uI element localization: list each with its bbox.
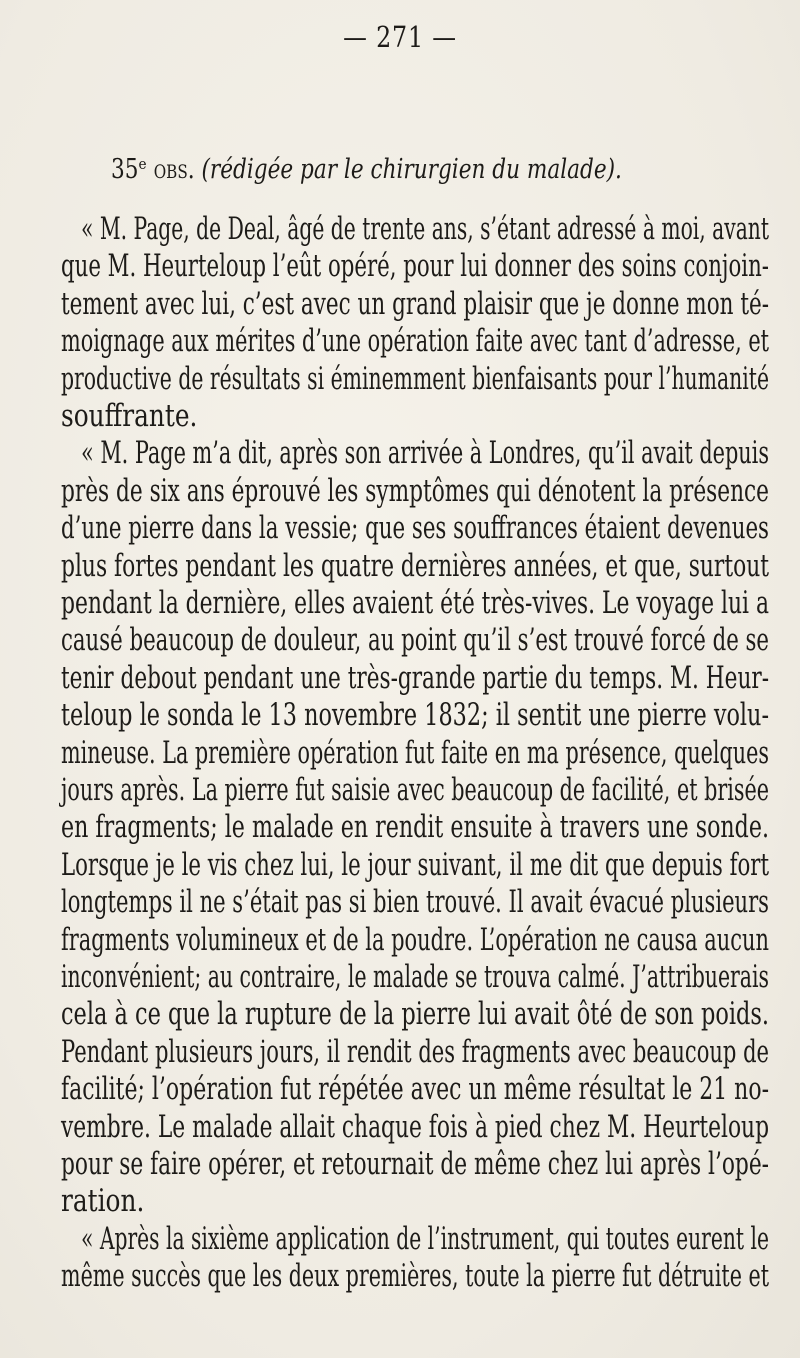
text-line: longtemps il ne s’était pas si bien trouvé. Il avait évacué plusieurs <box>61 884 769 921</box>
page-number: — 271 — <box>343 20 457 54</box>
text-line: ration. <box>61 1183 145 1220</box>
observation-subtitle: (rédigée par le chirurgien du malade). <box>201 154 622 185</box>
text-line: « Après la sixième application de l’instrument, qui toutes eurent le <box>81 1220 769 1257</box>
text-line: en fragments; le malade en rendit ensuite à travers une sonde. <box>61 809 769 846</box>
text-line: fragments volumineux et de la poudre. L’opération ne causa aucun <box>61 921 769 958</box>
text-line: vembre. Le malade allait chaque fois à pied chez M. Heurteloup <box>61 1108 769 1145</box>
text-line: inconvénient; au contraire, le malade se trouva calmé. J’attribuerais <box>61 959 769 995</box>
text-line: « M. Page m’a dit, après son arrivée à Londres, qu’il avait depuis <box>81 435 769 472</box>
text-line: tenir debout pendant une très-grande partie du temps. M. Heur- <box>61 659 769 696</box>
text-line: cela à ce que la rupture de la pierre lui avait ôté de son poids. <box>61 996 769 1033</box>
text-line: pour se faire opérer, et retournait de même chez lui après l’opé- <box>61 1146 769 1182</box>
observation-heading <box>111 154 622 185</box>
text-line: tement avec lui, c’est avec un grand plaisir que je donne mon té- <box>61 285 769 322</box>
text-line: que M. Heurteloup l’eût opéré, pour lui donner des soins conjoin- <box>61 248 769 285</box>
text-line: productive de résultats si éminemment bienfaisants pour l’humanité <box>61 360 769 397</box>
text-line: teloup le sonda le 13 novembre 1832; il sentit une pierre volu- <box>61 697 769 734</box>
text-line: pendant la dernière, elles avaient été très-vives. Le voyage lui a <box>61 585 769 621</box>
text-line: moignage aux mérites d’une opération faite avec tant d’adresse, et <box>61 323 769 360</box>
text-line: près de six ans éprouvé les symptômes qui dénotent la présence <box>61 472 769 509</box>
text-line: Pendant plusieurs jours, il rendit des fragments avec beaucoup de <box>61 1033 769 1070</box>
text-line: causé beaucoup de douleur, au point qu’il s’est trouvé forcé de se <box>61 622 769 659</box>
text-line: plus fortes pendant les quatre dernières années, et que, surtout <box>61 547 769 584</box>
text-line: d’une pierre dans la vessie; que ses souffrances étaient devenues <box>61 510 769 547</box>
text-line: mineuse. La première opération fut faite en ma présence, quelques <box>61 734 769 771</box>
text-line: « M. Page, de Deal, âgé de trente ans, s’étant adressé à moi, avant <box>81 211 769 247</box>
text-line: même succès que les deux premières, toute la pierre fut détruite et <box>61 1258 769 1295</box>
text-line: facilité; l’opération fut répétée avec un même résultat le 21 no- <box>61 1071 769 1108</box>
text-line: jours après. La pierre fut saisie avec beaucoup de facilité, et brisée <box>61 772 769 808</box>
observation-number: 35ᵉ obs. <box>111 154 202 185</box>
text-line: souffrante. <box>61 398 198 434</box>
text-line: Lorsque je le vis chez lui, le jour suivant, il me dit que depuis fort <box>61 846 769 883</box>
